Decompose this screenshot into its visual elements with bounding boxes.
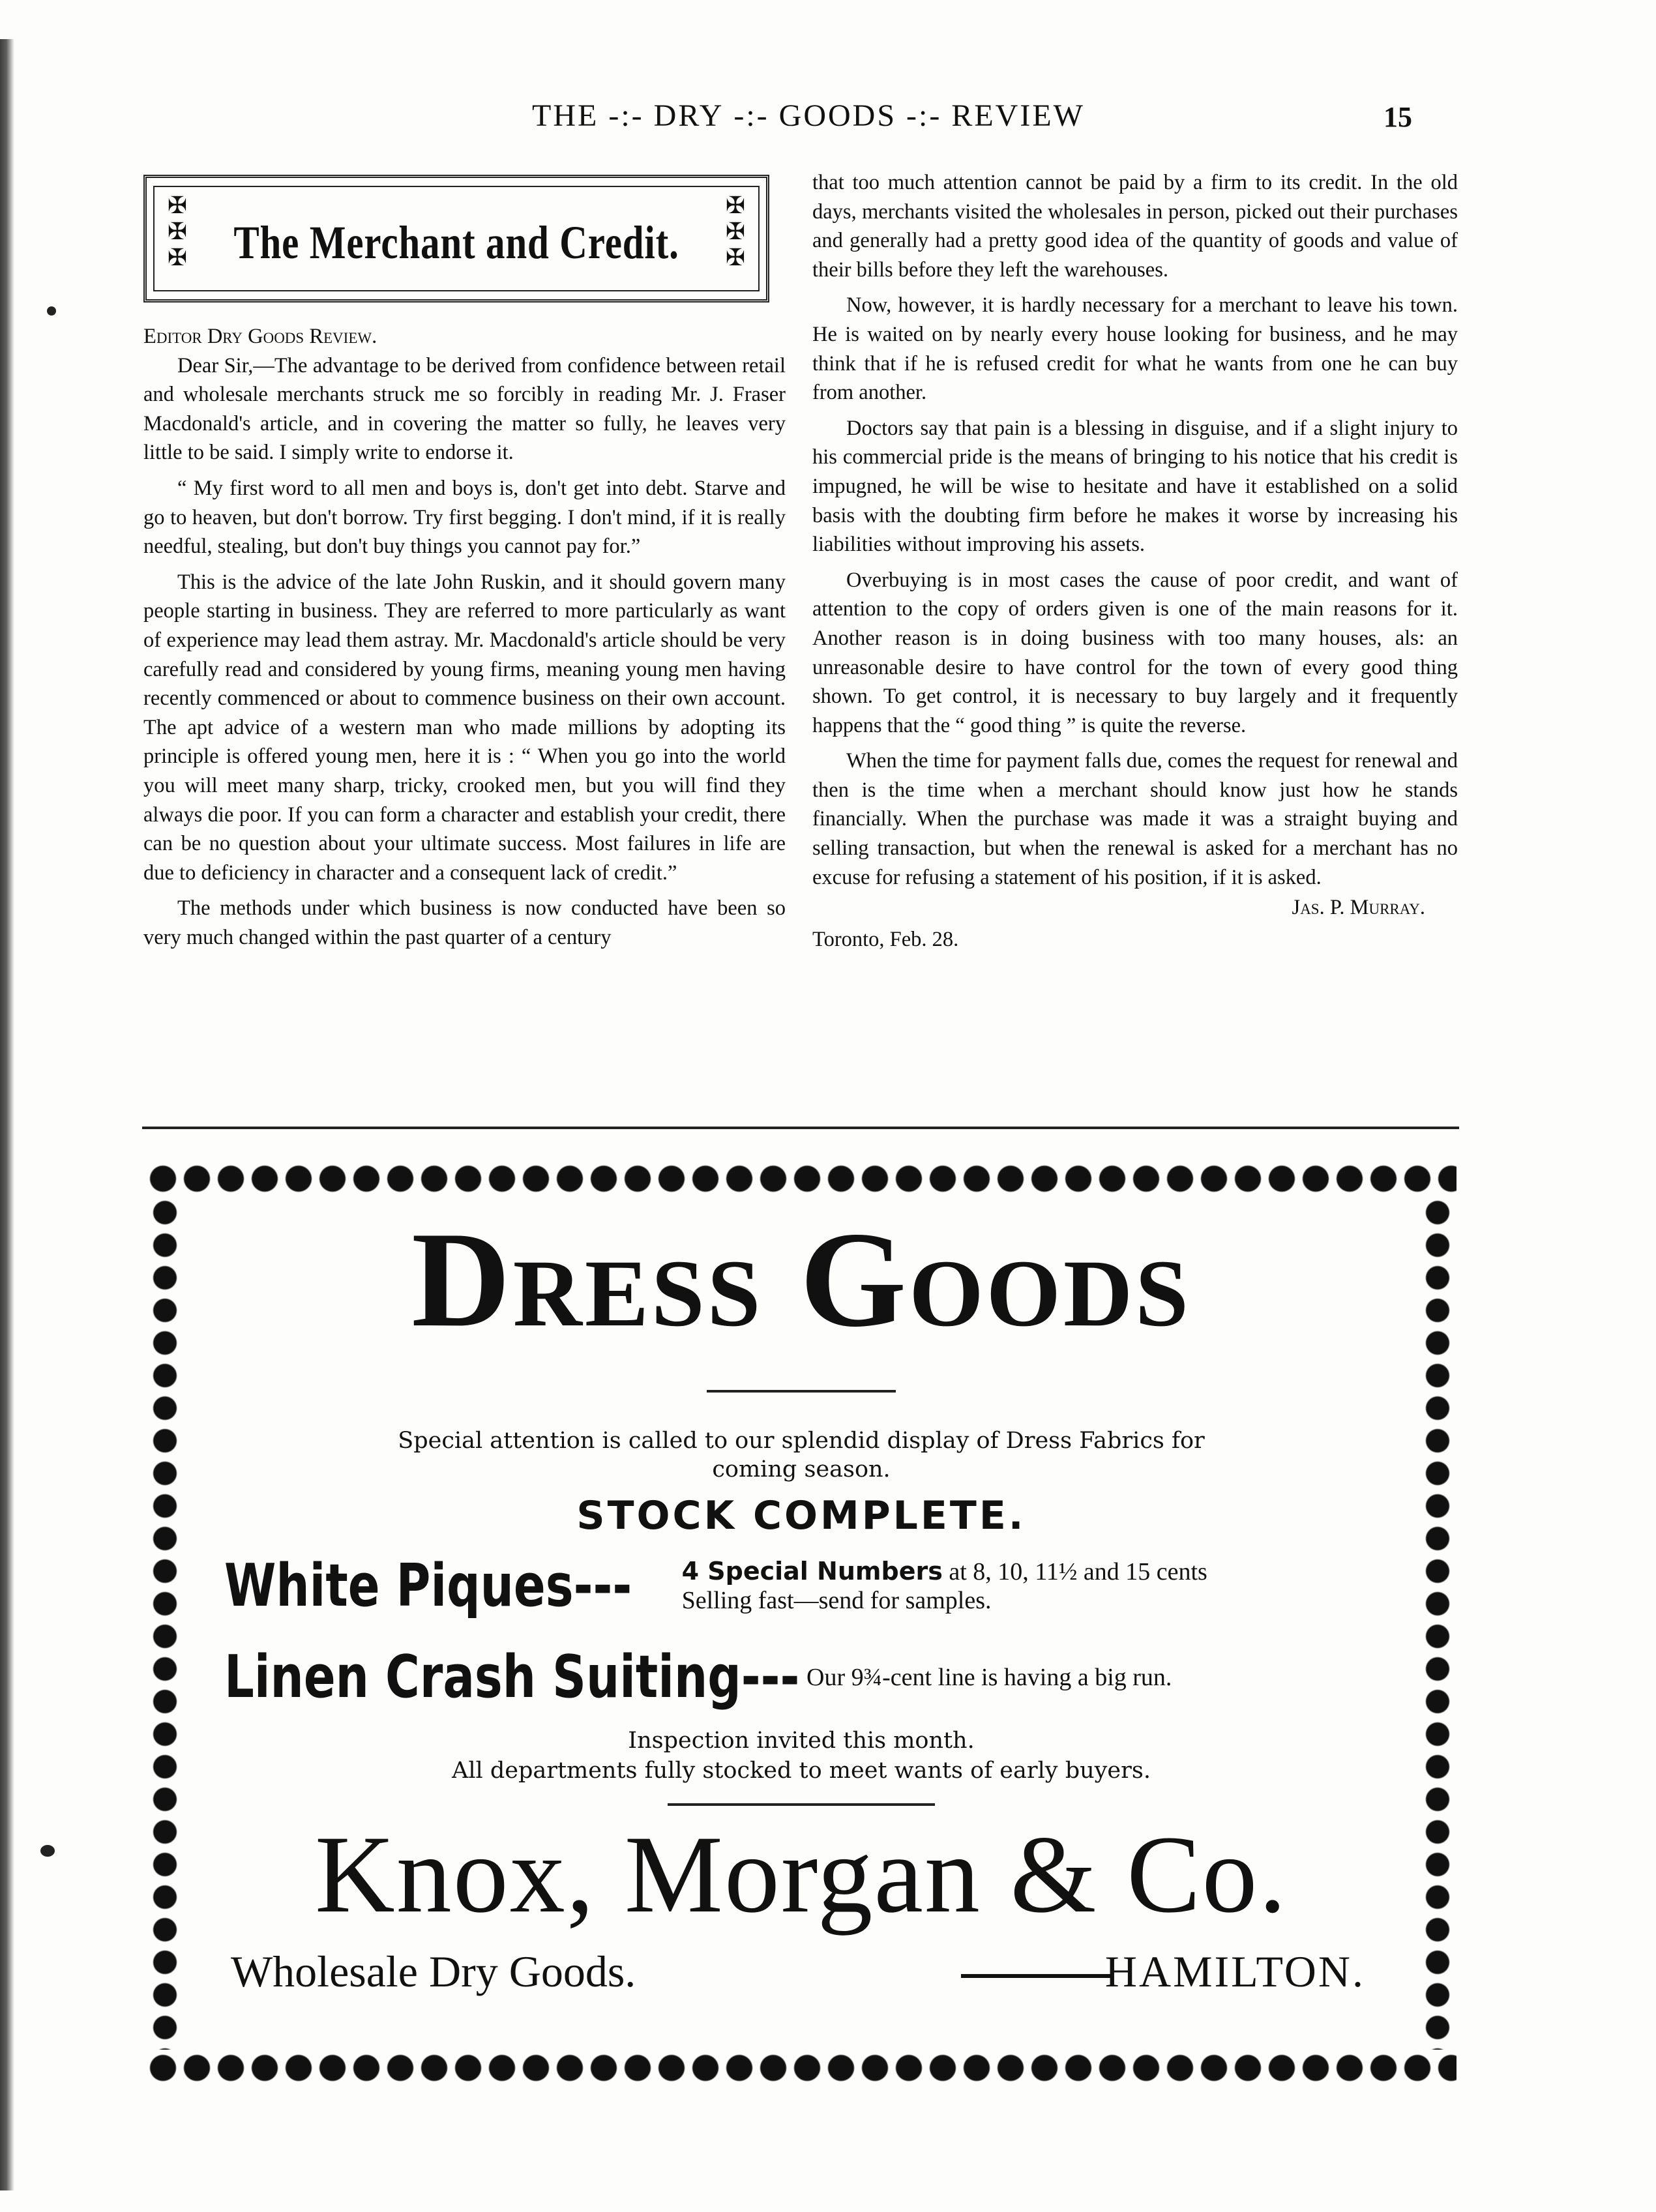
article-paragraph: that too much attention cannot be paid by a firm to its credit. In the old days, merchants visited the wholesales in person, picked out their purchases and generally had a pretty good idea of the quantity of goods and value of their bills before they left the warehouses. [812, 171, 1458, 282]
article-paragraph: When the time for payment falls due, comes the request for renewal and then is the time when a merchant should know just how he stands financially. When the purchase was made it was a straight buying and selling transaction, but when the renewal is asked for a merchant has no excuse for refusing a statement of his position, if it is asked. [812, 749, 1458, 889]
running-head-divider: -:- [608, 98, 644, 133]
white-piques-details [682, 1557, 1207, 1615]
piques-numbers: 4 Special Numbers [681, 1557, 943, 1585]
stock-complete-heading: STOCK COMPLETE. [576, 1493, 1026, 1539]
company-city: HAMILTON. [1104, 1947, 1365, 1996]
page-edge-shadow [0, 39, 14, 2190]
linen-crash-label: Linen Crash Suiting--- [224, 1643, 800, 1711]
city-dash [961, 1974, 1111, 1978]
article-title: The Merchant and Credit. [233, 216, 679, 269]
cross-ornament-icon: ✠ ✠ ✠ [167, 192, 188, 271]
article-paragraph: Dear Sir,—The advantage to be derived from confidence between retail and wholesale merchants struck me so forcibly in reading Mr. J. Fraser Macdonald's article, and in covering the matter so fully, he leaves very little to be said. I simply write to endorse it. [143, 353, 786, 465]
white-piques-line [224, 1552, 1207, 1620]
dress-goods-advertisement [146, 1160, 1456, 2086]
ad-departments: All departments fully stocked to meet wants of early buyers. [452, 1758, 1151, 1784]
article-left-column [143, 322, 786, 952]
running-head-divider: -:- [906, 98, 942, 133]
running-head [482, 98, 1134, 134]
piques-note: Selling fast—send for samples. [681, 1587, 992, 1614]
ad-content [146, 1160, 1456, 2086]
salutation-line: Editor Dry Goods Review. [143, 325, 377, 348]
company-tagline: Wholesale Dry Goods. [231, 1947, 636, 1996]
ad-headline: Dress Goods [411, 1204, 1191, 1355]
running-head-word: THE [532, 98, 599, 133]
ad-intro: Special attention is called to our splendid display of Dress Fabrics for coming season. [398, 1428, 1205, 1482]
article-dateline: Toronto, Feb. 28. [812, 927, 959, 951]
ad-rule [668, 1803, 935, 1806]
section-divider [142, 1127, 1459, 1129]
running-head-word: REVIEW [951, 98, 1085, 133]
scan-speck [47, 306, 56, 316]
article-paragraph: Doctors say that pain is a blessing in disguise, and if a slight injury to his commercial pride is the means of bringing to his notice that his credit is impugned, he will be wise to hesitate and have it established on a solid basis with the doubting firm before he makes it worse by increasing his liabilities without improving his assets. [812, 416, 1458, 557]
company-name: Knox, Morgan & Co. [314, 1813, 1288, 1936]
linen-crash-line [224, 1643, 1172, 1711]
article-right-column [812, 168, 1458, 954]
ad-inspection: Inspection invited this month. [628, 1728, 975, 1754]
article-paragraph: The methods under which business is now conducted have been so very much changed within the past quarter of a century [143, 896, 786, 949]
running-head-word: GOODS [778, 98, 897, 133]
author-signature: Jas. P. Murray. [1292, 896, 1425, 920]
article-paragraph: Now, however, it is hardly necessary for a merchant to leave his town. He is waited on by nearly every house looking for business, and he may think that if he is refused credit for what he wants from one he can buy from another. [812, 293, 1458, 405]
scan-speck [40, 1845, 55, 1857]
article-paragraph: Overbuying is in most cases the cause of poor credit, and want of attention to the copy of orders given is one of the main reasons for it. Another reason is in doing business with too many houses, als: an unreasonable desire to have control for the town of every good thing shown. To get control, it is necessary to buy largely and it frequently happens that the “ good thing ” is quite the reverse. [812, 568, 1458, 737]
article-paragraph: This is the advice of the late John Ruskin, and it should govern many people starting in business. They are referred to more particularly as want of experience may lead them astray. Mr. Macdonald's article should be very carefully read and considered by young firms, meaning young men having recently commenced or about to commence business on their own account. The apt advice of a western man who made millions by adopting its principle is offered young men, here it is : “ When you go into the world you will meet many sharp, tricky, crooked men, but you will find they always die poor. If you can form a character and establish your credit, there can be no question about your ultimate success. Most failures in life are due to deficiency in character and a consequent lack of credit.” [143, 570, 786, 885]
page-number: 15 [1383, 101, 1412, 133]
piques-prices: at 8, 10, 11½ and 15 cents [942, 1558, 1207, 1585]
running-head-divider: -:- [733, 98, 769, 133]
linen-crash-note: Our 9¾-cent line is having a big run. [806, 1663, 1172, 1691]
white-piques-label: White Piques--- [224, 1552, 632, 1620]
running-head-word: DRY [653, 98, 724, 133]
ad-rule [707, 1390, 896, 1393]
article-paragraph: “ My first word to all men and boys is, don't get into debt. Starve and go to heaven, but don't borrow. Try first begging. I don't mind, if it is really needful, stealing, but don't buy things you cannot pay for.” [143, 476, 786, 559]
cross-ornament-icon: ✠ ✠ ✠ [725, 192, 746, 271]
article-title-box [143, 175, 769, 302]
